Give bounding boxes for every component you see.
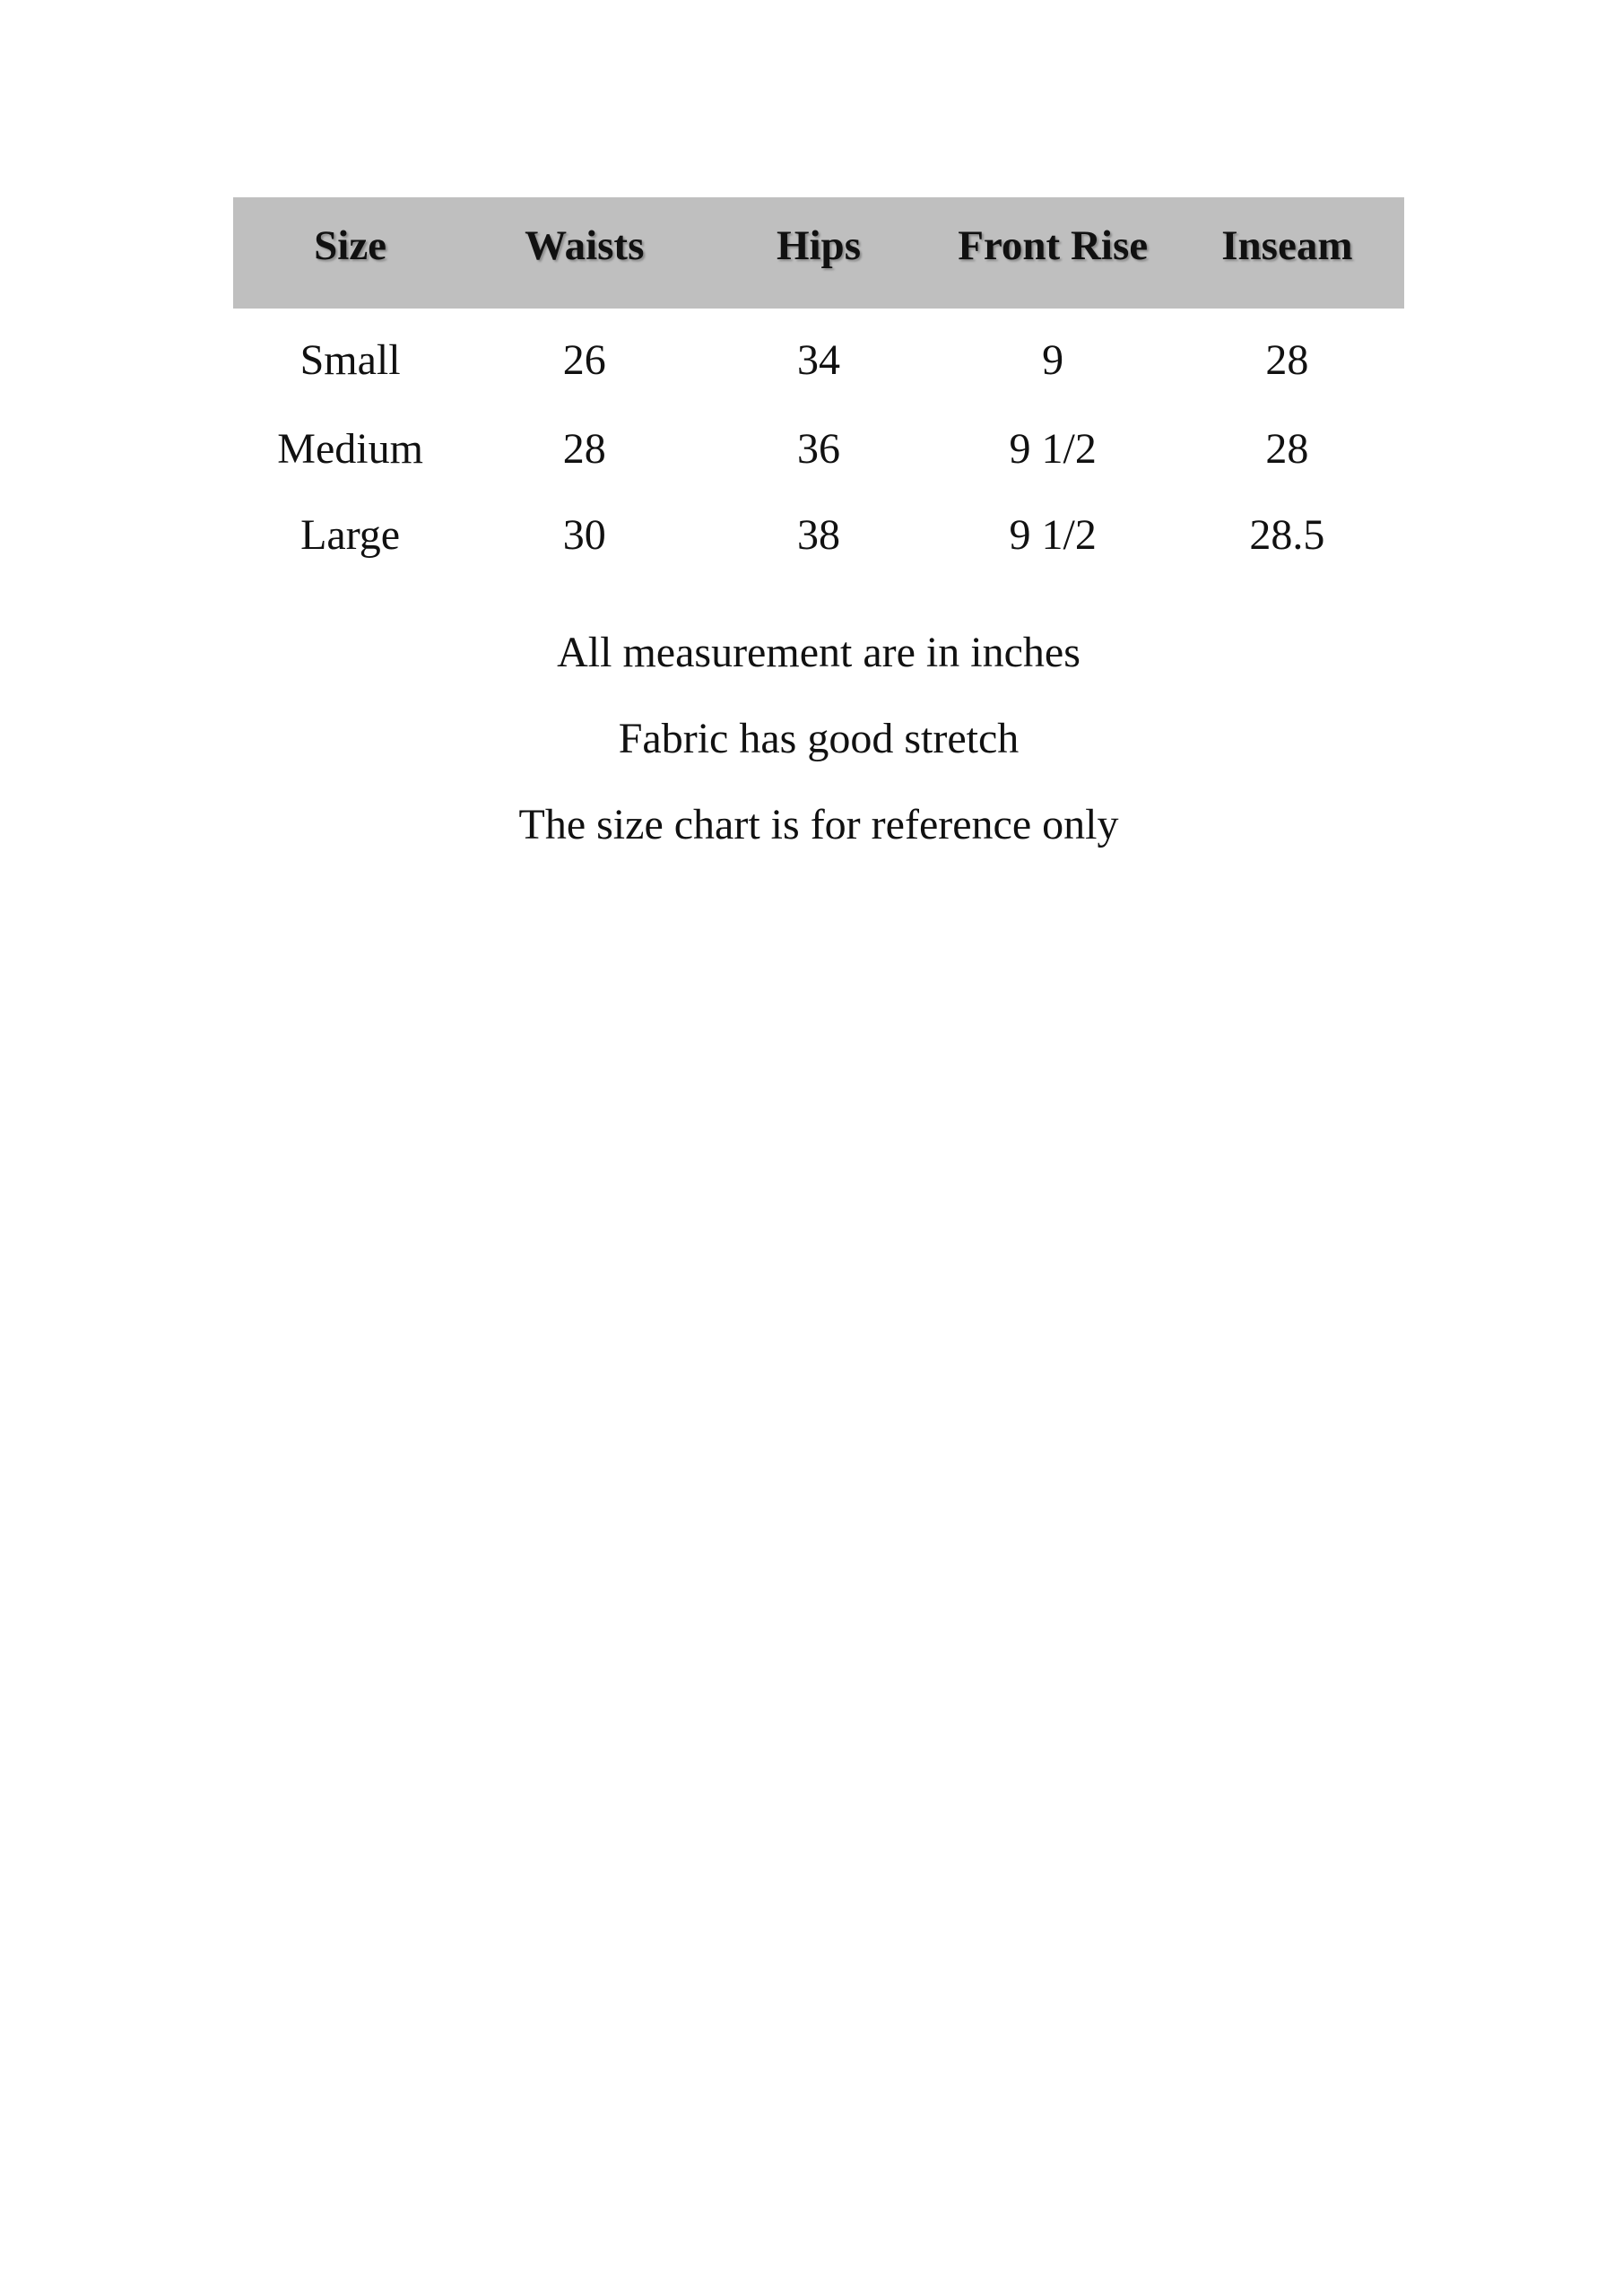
header-waists: Waists — [467, 197, 701, 309]
cell-waists: 28 — [562, 424, 606, 473]
cell-inseam: 28.5 — [1249, 510, 1325, 559]
cell-inseam: 28 — [1265, 335, 1309, 384]
cell-size: Large — [300, 510, 401, 559]
cell-waists: 30 — [562, 510, 606, 559]
cell-waists: 26 — [562, 335, 606, 384]
cell-hips: 34 — [796, 335, 840, 384]
cell-inseam: 28 — [1265, 424, 1309, 473]
note-units: All measurement are in inches — [557, 629, 1081, 676]
cell-hips: 36 — [796, 424, 840, 473]
size-chart-table — [233, 197, 1404, 578]
cell-front-rise: 9 — [1042, 335, 1064, 384]
cell-front-rise: 9 1/2 — [1009, 424, 1097, 473]
cell-hips: 38 — [796, 510, 840, 559]
notes-section — [233, 610, 1404, 868]
table-row — [233, 309, 1404, 405]
header-hips: Hips — [701, 197, 935, 309]
note-reference: The size chart is for reference only — [518, 801, 1119, 848]
header-front-rise: Front Rise — [936, 197, 1170, 309]
note-stretch: Fabric has good stretch — [618, 715, 1020, 762]
cell-size: Small — [299, 335, 401, 384]
cell-front-rise: 9 1/2 — [1009, 510, 1097, 559]
table-row — [233, 405, 1404, 491]
header-inseam: Inseam — [1170, 197, 1404, 309]
table-row — [233, 491, 1404, 578]
header-size: Size — [233, 197, 467, 309]
cell-size: Medium — [277, 424, 423, 473]
table-header-row — [233, 197, 1404, 309]
